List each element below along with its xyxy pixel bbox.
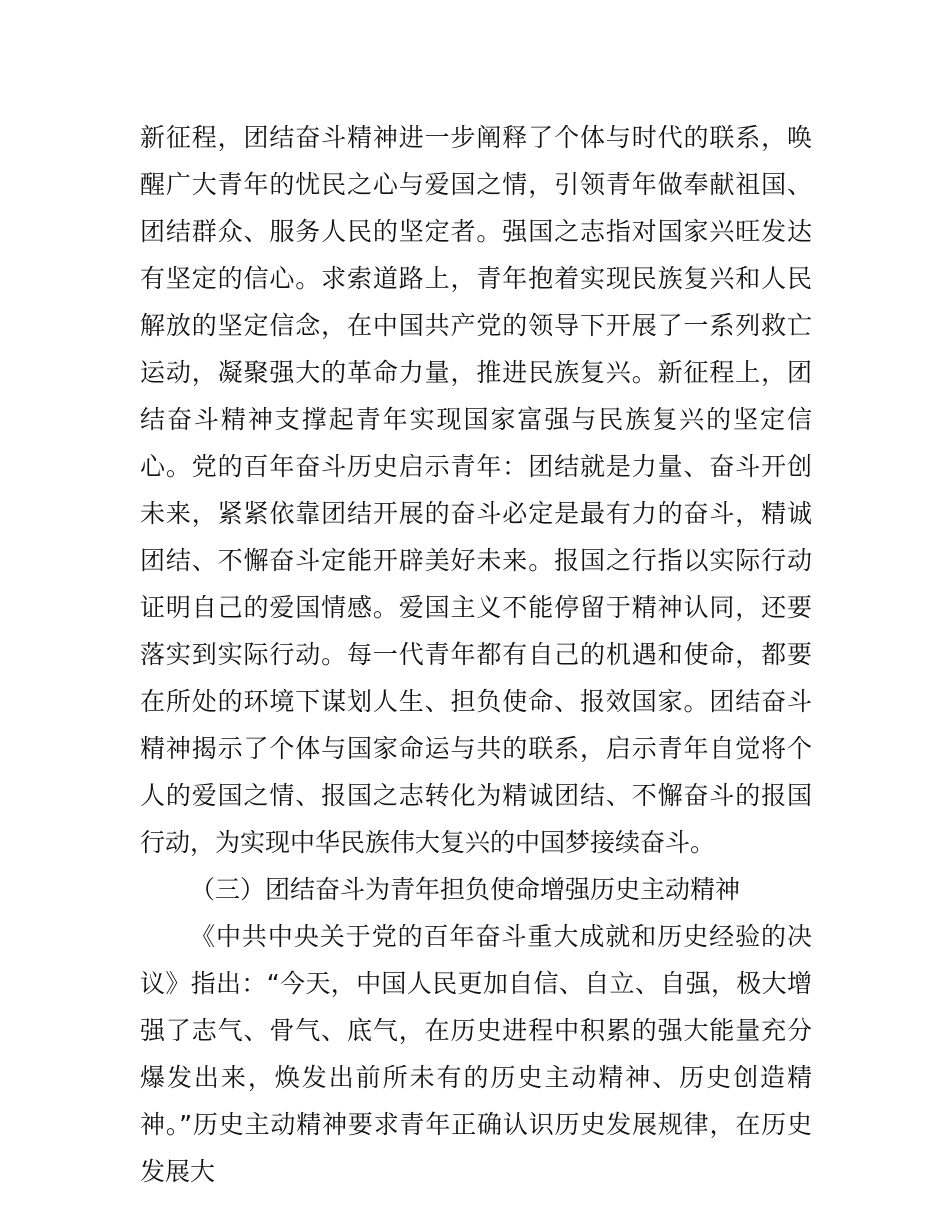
body-paragraph-resolution-quote: 《中共中央关于党的百年奋斗重大成就和历史经验的决议》指出：“今天，中国人民更加自信、自立、自强，极大增强了志气、骨气、底气，在历史进程中积累的强大能量充分爆发出来，焕发出前所未有的历史主动精神、历史创造精神。”历史主动精神要求青年正确认识历史发展规律，在历史发展大 (140, 922, 812, 1186)
document-body (140, 114, 812, 1195)
section-heading: （三）团结奋斗为青年担负使命增强历史主动精神 (190, 875, 741, 904)
body-paragraph-continued: 新征程，团结奋斗精神进一步阐释了个体与时代的联系，唤醒广大青年的忧民之心与爱国之情，引领青年做奉献祖国、团结群众、服务人民的坚定者。强国之志指对国家兴旺发达有坚定的信心。求索道路上，青年抱着实现民族复兴和人民解放的坚定信念，在中国共产党的领导下开展了一系列救亡运动，凝聚强大的革命力量，推进民族复兴。新征程上，团结奋斗精神支撑起青年实现国家富强与民族复兴的坚定信心。党的百年奋斗历史启示青年：团结就是力量、奋斗开创未来，紧紧依靠团结开展的奋斗必定是最有力的奋斗，精诚团结、不懈奋斗定能开辟美好未来。报国之行指以实际行动证明自己的爱国情感。爱国主义不能停留于精神认同，还要落实到实际行动。每一代青年都有自己的机遇和使命，都要在所处的环境下谋划人生、担负使命、报效国家。团结奋斗精神揭示了个体与国家命运与共的联系，启示青年自觉将个人的爱国之情、报国之志转化为精诚团结、不懈奋斗的报国行动，为实现中华民族伟大复兴的中国梦接续奋斗。 (140, 123, 812, 857)
